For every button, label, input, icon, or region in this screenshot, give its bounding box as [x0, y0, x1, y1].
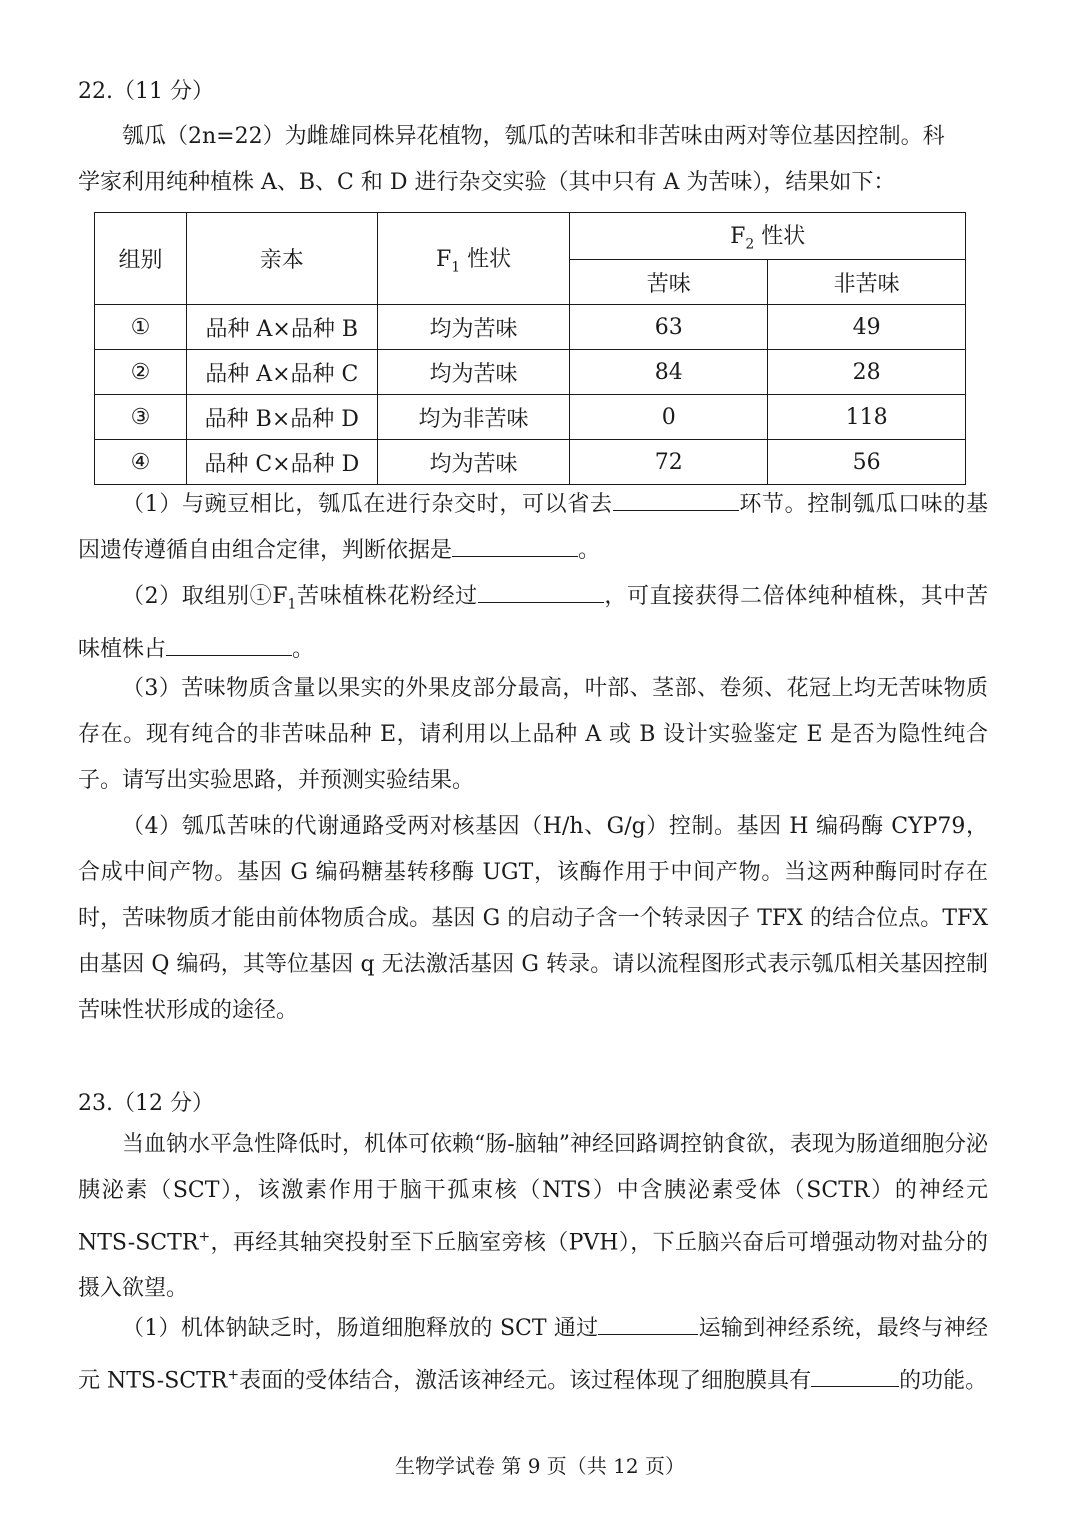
header-parent: 亲本: [186, 213, 377, 305]
cell-parent: 品种 A×品种 C: [186, 350, 377, 395]
cell-parent: 品种 A×品种 B: [186, 305, 377, 350]
cell-bitter: 0: [570, 395, 768, 440]
cell-parent: 品种 C×品种 D: [186, 440, 377, 485]
answer-blank[interactable]: [598, 1312, 698, 1335]
header-nonbitter: 非苦味: [768, 260, 966, 305]
table-row: [95, 395, 966, 440]
q22-intro-line1: 瓠瓜（2n=22）为雌雄同株异花植物，瓠瓜的苦味和非苦味由两对等位基因控制。科: [122, 124, 945, 149]
cell-nonbitter: 28: [768, 350, 966, 395]
q23-intro: 当血钠水平急性降低时，机体可依赖“肠-脑轴”神经回路调控钠食欲，表现为肠道细胞分泌胰泌素（SCT），该激素作用于脑干孤束核（NTS）中含胰泌素受体（SCTR）的神经元 NTS-SCTR+，再经其轴突投射至下丘脑室旁核（PVH），下丘脑兴奋后可增强动物对盐分的摄入欲望。: [78, 1132, 988, 1302]
cell-bitter: 84: [570, 350, 768, 395]
cell-f1: 均为非苦味: [377, 395, 570, 440]
cell-bitter: 72: [570, 440, 768, 485]
header-bitter: 苦味: [570, 260, 768, 305]
page-footer: 生物学试卷 第 9 页（共 12 页）: [395, 1454, 685, 1478]
cell-group: ①: [95, 305, 187, 350]
q22-part3: （3）苦味物质含量以果实的外果皮部分最高，叶部、茎部、卷须、花冠上均无苦味物质存在。现有纯合的非苦味品种 E，请利用以上品种 A 或 B 设计实验鉴定 E 是否为隐性纯合子。请写出实验思路，并预测实验结果。: [78, 676, 988, 793]
cell-f1: 均为苦味: [377, 305, 570, 350]
table-row: [95, 305, 966, 350]
cell-parent: 品种 B×品种 D: [186, 395, 377, 440]
results-table: [94, 212, 966, 485]
header-f1: $F_1$ 性状: [377, 213, 570, 305]
q22-part2: （2）取组别$①F_1$苦味植株花粉经过 ，可直接获得二倍体纯种植株，其中苦味植株占 。: [78, 574, 988, 673]
answer-blank[interactable]: [613, 488, 739, 511]
q22-header: 22.（11 分）: [78, 79, 214, 104]
table-row: [95, 350, 966, 395]
cell-nonbitter: 56: [768, 440, 966, 485]
header-group: 组别: [95, 213, 187, 305]
cell-group: ③: [95, 395, 187, 440]
cell-f1: 均为苦味: [377, 440, 570, 485]
answer-blank[interactable]: [478, 580, 604, 603]
cell-nonbitter: 118: [768, 395, 966, 440]
cell-nonbitter: 49: [768, 305, 966, 350]
cell-group: ④: [95, 440, 187, 485]
q22-part1: （1）与豌豆相比，瓠瓜在进行杂交时，可以省去 环节。控制瓠瓜口味的基因遗传遵循自由组合定律，判断依据是 。: [78, 482, 988, 574]
answer-blank[interactable]: [166, 633, 292, 656]
table-row: [95, 440, 966, 485]
cell-bitter: 63: [570, 305, 768, 350]
cell-group: ②: [95, 350, 187, 395]
q22-intro-line2: 学家利用纯种植株 A、B、C 和 D 进行杂交实验（其中只有 A 为苦味），结果如下：: [78, 170, 896, 195]
answer-blank[interactable]: [811, 1364, 899, 1387]
cell-f1: 均为苦味: [377, 350, 570, 395]
q23-header: 23.（12 分）: [78, 1091, 214, 1116]
header-f2: $F_2$ 性状: [570, 213, 966, 260]
q23-part1: （1）机体钠缺乏时，肠道细胞释放的 SCT 通过 运输到神经系统，最终与神经元 NTS-SCTR+表面的受体结合，激活该神经元。该过程体现了细胞膜具有 的功能。: [78, 1306, 988, 1404]
answer-blank[interactable]: [452, 534, 578, 557]
q22-part4: （4）瓠瓜苦味的代谢通路受两对核基因（H/h、G/g）控制。基因 H 编码酶 CYP79，合成中间产物。基因 G 编码糖基转移酶 UGT，该酶作用于中间产物。当这两种酶同时存在时，苦味物质才能由前体物质合成。基因 G 的启动子含一个转录因子 TFX 的结合位点。TFX 由基因 Q 编码，其等位基因 q 无法激活基因 G 转录。请以流程图形式表示瓠瓜相关基因控制苦味性状形成的途径。: [78, 814, 988, 1023]
